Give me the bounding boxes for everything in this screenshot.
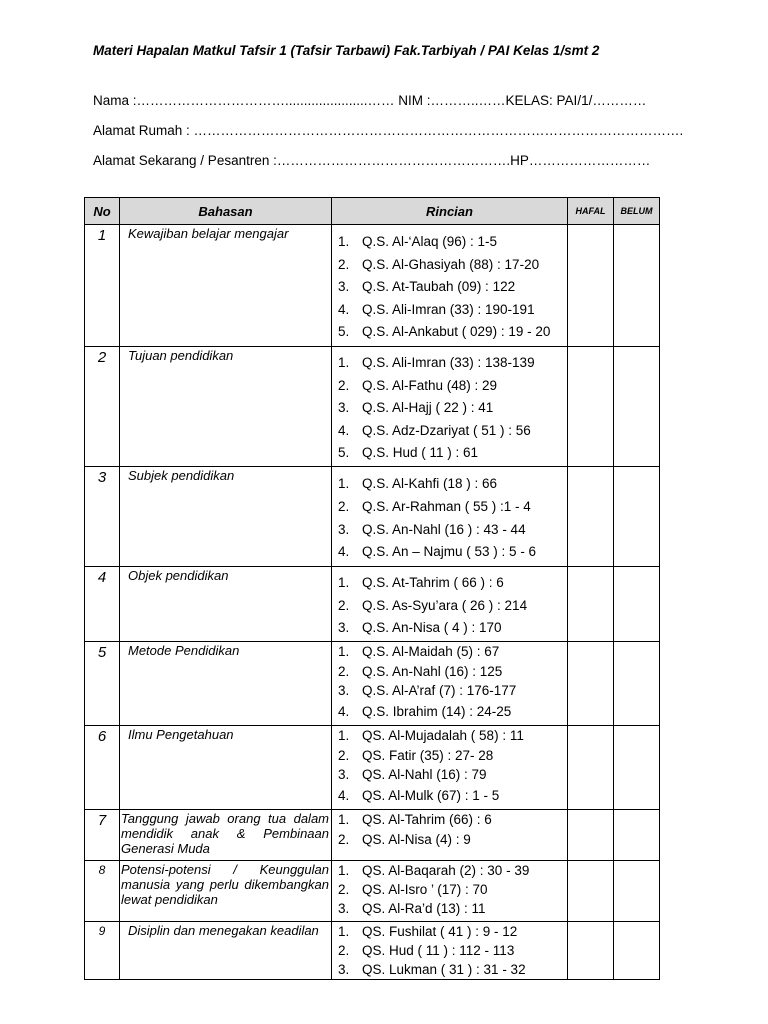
list-item xyxy=(338,442,567,465)
table-row xyxy=(85,642,660,726)
item-text: Q.S. Ali-Imran (33) : 190-191 xyxy=(362,301,535,317)
item-number: 5. xyxy=(338,324,350,340)
list-item xyxy=(338,765,567,785)
alamat-sekarang-line: Alamat Sekarang / Pesantren :…………………………………………….HP……………………… xyxy=(93,153,651,168)
item-text: Q.S. Al-Hajj ( 22 ) : 41 xyxy=(362,400,494,416)
table-row xyxy=(85,467,660,567)
item-text: Q.S. Ar-Rahman ( 55 ) :1 - 4 xyxy=(362,498,531,514)
table-row xyxy=(85,567,660,642)
table-row xyxy=(85,726,660,810)
item-text: QS. Al-Mulk (67) : 1 - 5 xyxy=(362,787,500,803)
item-text: Q.S. An – Najmu ( 53 ) : 5 - 6 xyxy=(362,544,537,560)
row-number: 7 xyxy=(85,810,120,861)
item-text: Q.S. Hud ( 11 ) : 61 xyxy=(362,445,479,461)
row-number: 4 xyxy=(85,567,120,642)
list-item xyxy=(338,541,567,564)
rincian-list xyxy=(338,922,567,979)
row-rincian xyxy=(332,567,568,642)
list-item xyxy=(338,899,567,918)
header-no: No xyxy=(85,198,120,225)
item-text: Q.S. As-Syu’ara ( 26 ) : 214 xyxy=(362,597,528,613)
list-item xyxy=(338,254,567,277)
item-text: Q.S. An-Nahl (16 ) : 43 - 44 xyxy=(362,521,526,537)
list-item xyxy=(338,276,567,299)
table-row xyxy=(85,347,660,467)
item-number: 4. xyxy=(338,301,350,317)
list-item xyxy=(338,941,567,960)
list-item xyxy=(338,726,567,746)
hafal-checkbox-cell[interactable] xyxy=(568,861,614,922)
hafal-checkbox-cell[interactable] xyxy=(568,347,614,467)
table-row xyxy=(85,922,660,980)
rincian-list xyxy=(338,861,567,918)
item-number: 3. xyxy=(338,683,350,698)
item-text: Q.S. Al-Fathu (48) : 29 xyxy=(362,377,498,393)
item-number: 1. xyxy=(338,575,350,590)
item-number: 1. xyxy=(338,863,350,878)
table-header-row xyxy=(85,198,660,225)
item-number: 1. xyxy=(338,644,350,659)
header-hafal: HAFAL xyxy=(568,198,614,225)
item-text: Q.S. An-Nisa ( 4 ) : 170 xyxy=(362,620,502,636)
item-text: Q.S. Al-Maidah (5) : 67 xyxy=(362,644,500,659)
list-item xyxy=(338,595,567,618)
list-item xyxy=(338,299,567,322)
header-bahasan: Bahasan xyxy=(120,198,332,225)
page-title: Materi Hapalan Matkul Tafsir 1 (Tafsir Tarbawi) Fak.Tarbiyah / PAI Kelas 1/smt 2 xyxy=(93,43,600,58)
item-number: 1. xyxy=(338,476,350,491)
item-text: Q.S. Adz-Dzariyat ( 51 ) : 56 xyxy=(362,422,531,438)
item-number: 2. xyxy=(338,498,350,514)
item-number: 2. xyxy=(338,663,350,679)
row-rincian xyxy=(332,347,568,467)
list-item xyxy=(338,880,567,899)
item-text: QS. Hud ( 11 ) : 112 - 113 xyxy=(362,943,515,958)
row-number: 2 xyxy=(85,347,120,467)
table-body xyxy=(85,225,660,980)
item-number: 2. xyxy=(338,943,350,958)
item-text: QS. Al-Nahl (16) : 79 xyxy=(362,767,487,782)
belum-checkbox-cell[interactable] xyxy=(614,810,660,861)
hafal-checkbox-cell[interactable] xyxy=(568,810,614,861)
row-rincian xyxy=(332,467,568,567)
list-item xyxy=(338,420,567,443)
item-number: 2. xyxy=(338,597,350,613)
list-item xyxy=(338,321,567,344)
rincian-list xyxy=(338,810,567,849)
item-number: 1. xyxy=(338,234,350,249)
item-text: Q.S. Al-A’raf (7) : 176-177 xyxy=(362,683,517,698)
item-number: 3. xyxy=(338,767,350,782)
belum-checkbox-cell[interactable] xyxy=(614,467,660,567)
row-bahasan: Disiplin dan menegakan keadilan xyxy=(120,922,332,980)
list-item xyxy=(338,231,567,254)
item-text: QS. Fushilat ( 41 ) : 9 - 12 xyxy=(362,924,518,939)
list-item xyxy=(338,642,567,662)
item-text: Q.S. At-Taubah (09) : 122 xyxy=(362,279,516,295)
hafal-checkbox-cell[interactable] xyxy=(568,225,614,347)
list-item xyxy=(338,572,567,595)
row-bahasan: Subjek pendidikan xyxy=(120,467,332,567)
list-item xyxy=(338,397,567,420)
hafal-checkbox-cell[interactable] xyxy=(568,567,614,642)
item-number: 1. xyxy=(338,924,350,939)
item-number: 4. xyxy=(338,422,350,438)
row-rincian xyxy=(332,810,568,861)
rincian-list xyxy=(338,352,567,465)
item-number: 3. xyxy=(338,521,350,537)
list-item xyxy=(338,352,567,375)
table-row xyxy=(85,861,660,922)
row-number: 3 xyxy=(85,467,120,567)
item-number: 3. xyxy=(338,279,350,295)
belum-checkbox-cell[interactable] xyxy=(614,225,660,347)
list-item xyxy=(338,701,567,723)
belum-checkbox-cell[interactable] xyxy=(614,726,660,810)
row-number: 5 xyxy=(85,642,120,726)
row-rincian xyxy=(332,922,568,980)
row-number: 8 xyxy=(85,861,120,922)
item-text: Q.S. Ibrahim (14) : 24-25 xyxy=(362,703,512,719)
item-text: Q.S. Al-‘Alaq (96) : 1-5 xyxy=(362,234,498,249)
list-item xyxy=(338,681,567,701)
list-item xyxy=(338,830,567,850)
header-rincian: Rincian xyxy=(332,198,568,225)
belum-checkbox-cell[interactable] xyxy=(614,347,660,467)
item-number: 5. xyxy=(338,445,350,461)
rincian-list xyxy=(338,572,567,640)
list-item xyxy=(338,810,567,830)
item-number: 2. xyxy=(338,377,350,393)
hafal-checkbox-cell[interactable] xyxy=(568,467,614,567)
row-bahasan: Tujuan pendidikan xyxy=(120,347,332,467)
item-number: 3. xyxy=(338,962,350,977)
rincian-list xyxy=(338,726,567,807)
rincian-list xyxy=(338,642,567,723)
item-number: 1. xyxy=(338,728,350,743)
table-row xyxy=(85,225,660,347)
table-row xyxy=(85,810,660,861)
item-number: 4. xyxy=(338,703,350,719)
item-text: Q.S. An-Nahl (16) : 125 xyxy=(362,663,503,679)
item-number: 3. xyxy=(338,901,350,916)
item-text: QS. Al-Baqarah (2) : 30 - 39 xyxy=(362,863,530,878)
row-bahasan: Kewajiban belajar mengajar xyxy=(120,225,332,347)
row-number: 1 xyxy=(85,225,120,347)
hafalan-table xyxy=(84,197,660,980)
item-number: 3. xyxy=(338,620,350,636)
list-item xyxy=(338,785,567,807)
item-number: 1. xyxy=(338,812,350,827)
item-text: QS. Lukman ( 31 ) : 31 - 32 xyxy=(362,962,526,977)
row-bahasan: Tanggung jawab orang tua dalam mendidik anak & Pembinaan Generasi Muda xyxy=(120,810,332,861)
item-text: Q.S. At-Tahrim ( 66 ) : 6 xyxy=(362,575,504,590)
list-item xyxy=(338,746,567,766)
list-item xyxy=(338,662,567,682)
row-rincian xyxy=(332,642,568,726)
row-bahasan: Objek pendidikan xyxy=(120,567,332,642)
row-bahasan: Ilmu Pengetahuan xyxy=(120,726,332,810)
item-text: QS. Al-Ra’d (13) : 11 xyxy=(362,901,486,916)
list-item xyxy=(338,861,567,880)
item-number: 2. xyxy=(338,747,350,763)
item-number: 2. xyxy=(338,882,350,897)
list-item xyxy=(338,519,567,542)
list-item xyxy=(338,473,567,496)
item-number: 4. xyxy=(338,787,350,803)
hafal-checkbox-cell[interactable] xyxy=(568,726,614,810)
header-belum: BELUM xyxy=(614,198,660,225)
rincian-list xyxy=(338,473,567,564)
belum-checkbox-cell[interactable] xyxy=(614,922,660,980)
item-text: Q.S. Al-Kahfi (18 ) : 66 xyxy=(362,476,498,491)
item-number: 3. xyxy=(338,400,350,416)
item-text: QS. Fatir (35) : 27- 28 xyxy=(362,747,494,763)
hafal-checkbox-cell[interactable] xyxy=(568,642,614,726)
list-item xyxy=(338,375,567,398)
item-text: QS. Al-Nisa (4) : 9 xyxy=(362,831,471,847)
item-text: Q.S. Al-Ankabut ( 029) : 19 - 20 xyxy=(362,324,551,340)
list-item xyxy=(338,922,567,941)
item-text: QS. Al-Isro ’ (17) : 70 xyxy=(362,882,488,897)
row-rincian xyxy=(332,225,568,347)
item-text: QS. Al-Tahrim (66) : 6 xyxy=(362,812,492,827)
hafal-checkbox-cell[interactable] xyxy=(568,922,614,980)
row-bahasan: Metode Pendidikan xyxy=(120,642,332,726)
row-rincian xyxy=(332,861,568,922)
item-text: Q.S. Ali-Imran (33) : 138-139 xyxy=(362,355,535,370)
list-item xyxy=(338,617,567,640)
belum-checkbox-cell[interactable] xyxy=(614,861,660,922)
belum-checkbox-cell[interactable] xyxy=(614,567,660,642)
row-bahasan: Potensi-potensi / Keunggulan manusia yang perlu dikembangkan lewat pendidikan xyxy=(120,861,332,922)
item-number: 1. xyxy=(338,355,350,370)
rincian-list xyxy=(338,231,567,344)
item-text: Q.S. Al-Ghasiyah (88) : 17-20 xyxy=(362,256,540,272)
belum-checkbox-cell[interactable] xyxy=(614,642,660,726)
item-number: 2. xyxy=(338,831,350,847)
item-number: 4. xyxy=(338,544,350,560)
list-item xyxy=(338,960,567,979)
list-item xyxy=(338,496,567,519)
row-number: 6 xyxy=(85,726,120,810)
nama-nim-kelas-line: Nama :……………………………......................…… NIM :………..……KELAS: PAI/1/………… xyxy=(93,93,647,108)
item-number: 2. xyxy=(338,256,350,272)
row-number: 9 xyxy=(85,922,120,980)
row-rincian xyxy=(332,726,568,810)
item-text: QS. Al-Mujadalah ( 58) : 11 xyxy=(362,728,524,743)
alamat-rumah-line: Alamat Rumah : ………………………………………………………………………………………………. xyxy=(93,123,684,138)
